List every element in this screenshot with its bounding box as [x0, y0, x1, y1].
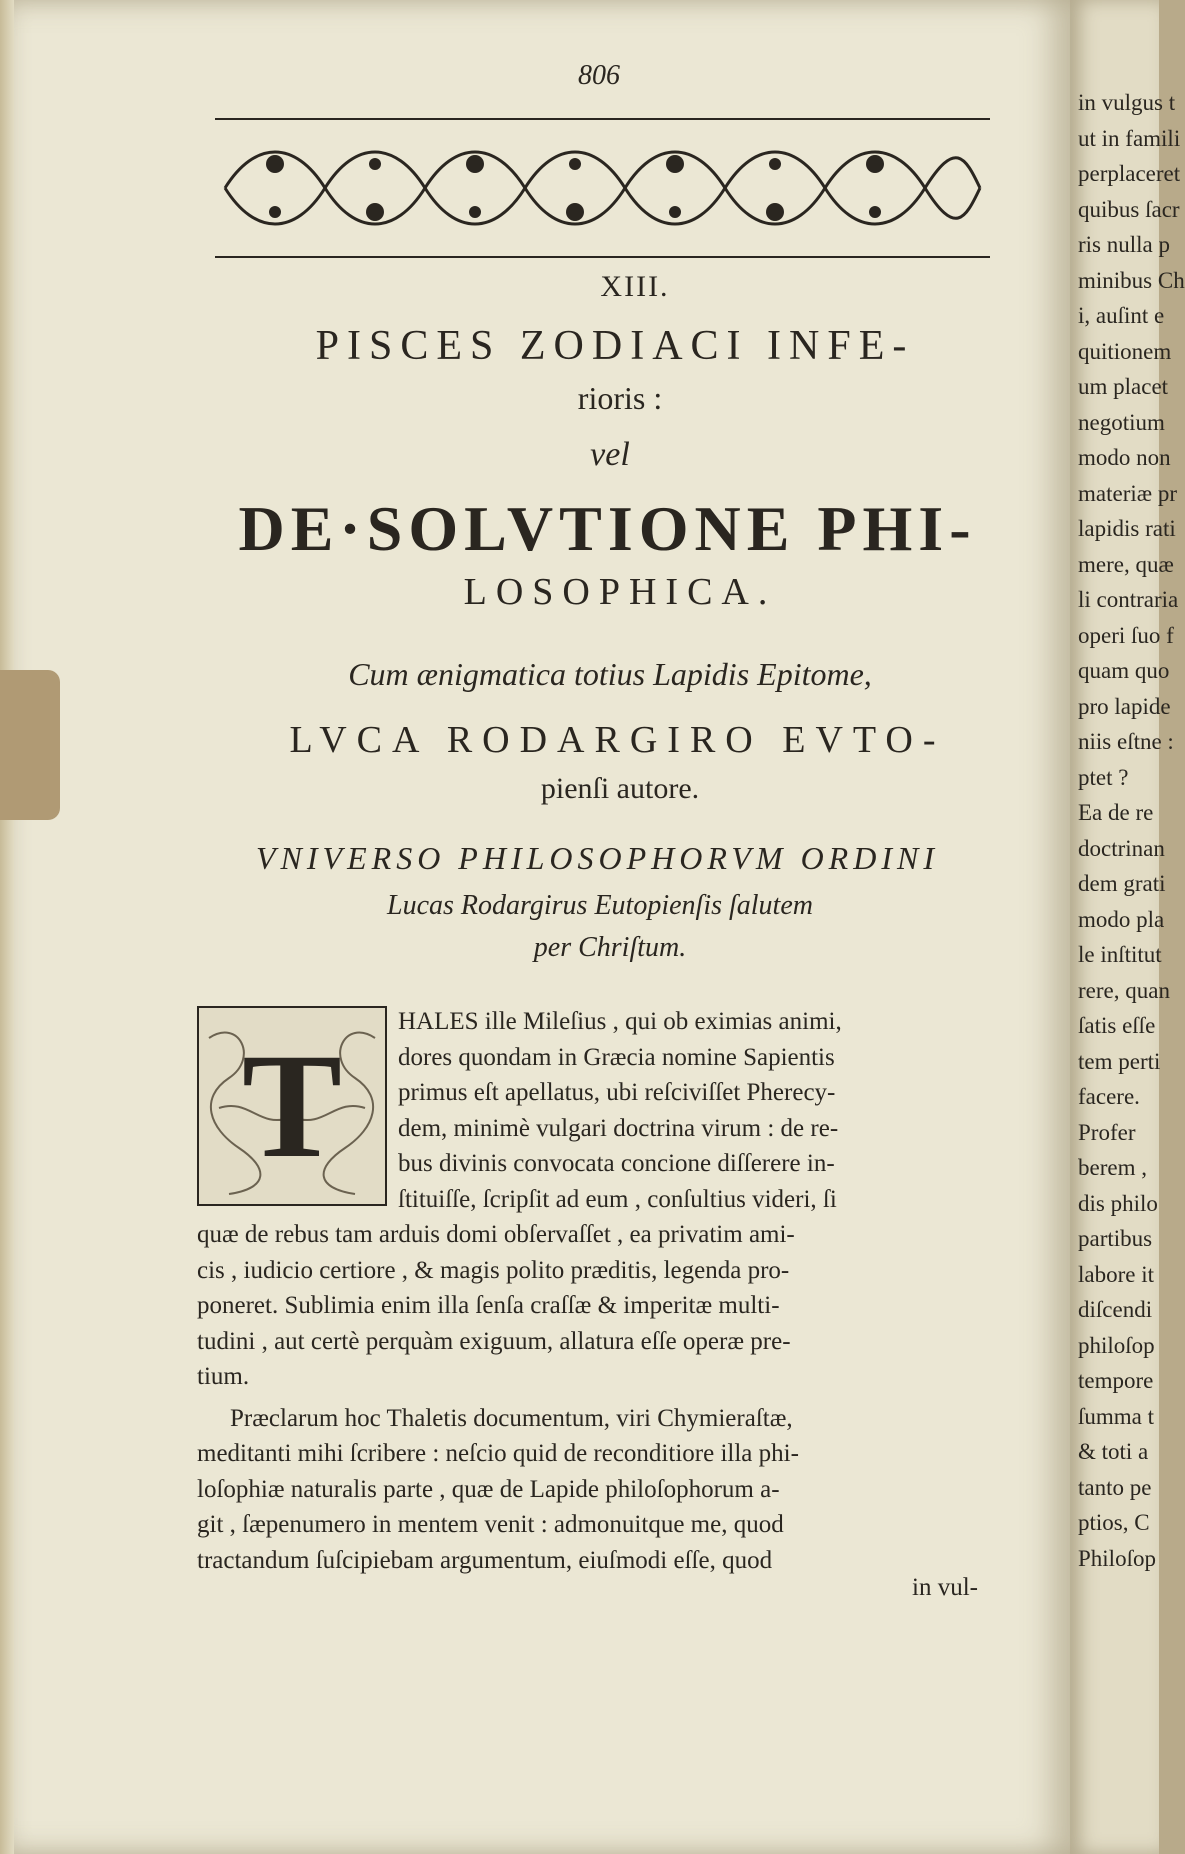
facing-page-line: operi ſuo f: [1078, 622, 1174, 648]
facing-page-line: um placet: [1078, 374, 1169, 399]
decorated-initial: [197, 1006, 387, 1206]
body-line: meditanti mihi ſcribere : neſcio quid de reconditiore illa phi-: [197, 1440, 799, 1467]
facing-page-line: mere, quæ: [1078, 551, 1174, 577]
facing-page-line: li contraria: [1078, 587, 1179, 612]
headpiece-ornament: [215, 118, 990, 258]
initial-letter: T: [241, 1023, 343, 1189]
facing-page-line: in vulgus t: [1078, 90, 1176, 115]
facing-page-line: pro lapide: [1078, 693, 1171, 719]
body-line: primus eſt apellatus, ubi reſciviſſet Pherecy-: [398, 1079, 836, 1106]
body-line: tractandum ſuſcipiebam argumentum, eiuſmodi eſſe, quod: [197, 1546, 773, 1574]
body-line: bus divinis convocata concione diſſerere in-: [398, 1150, 835, 1177]
facing-page-line: quam quo: [1078, 658, 1170, 683]
binding-edge: [0, 0, 14, 1854]
body-line: cis , iudicio certiore , & magis polito præditis, legenda pro-: [197, 1256, 790, 1284]
subtitle-line-1: DE·SOLVTIONE PHI-: [238, 493, 977, 564]
address-line-3: per Chriſtum.: [533, 932, 687, 963]
facing-page-line: philoſop: [1078, 1332, 1155, 1358]
conjunction-vel: vel: [590, 436, 630, 473]
body-line: loſophiæ naturalis parte , quæ de Lapide philoſophorum a-: [197, 1475, 780, 1503]
facing-page-line: negotium: [1078, 409, 1165, 435]
chapter-number: XIII.: [600, 270, 670, 303]
facing-page-line: perplaceret: [1078, 161, 1181, 186]
author-line-2: pienſi autore.: [540, 772, 700, 805]
subtitle-line-2: LOSOPHICA.: [463, 571, 777, 613]
facing-page-line: Ea de re: [1078, 800, 1154, 825]
facing-page-line: ſumma t: [1078, 1403, 1155, 1429]
ornament-vine-icon: [215, 120, 990, 256]
facing-page-line: tem perti: [1078, 1048, 1161, 1074]
author-line-1: LVCA RODARGIRO EVTO-: [289, 719, 946, 761]
facing-page-line: quitionem: [1078, 338, 1172, 364]
facing-page-line: dis philo: [1078, 1190, 1158, 1216]
address-line-2: Lucas Rodargirus Eutopienſis ſalutem: [387, 890, 813, 921]
facing-page-line: & toti a: [1078, 1439, 1149, 1464]
facing-page-line: materiæ pr: [1078, 480, 1177, 506]
facing-page-line: Philoſop: [1078, 1545, 1156, 1571]
facing-page-line: ſatis eſſe: [1078, 1013, 1156, 1038]
facing-page-line: tempore: [1078, 1368, 1154, 1393]
body-line: poneret. Sublimia enim illa ſenſa craſſæ & imperitæ multi-: [197, 1292, 780, 1319]
body-line: Præclarum hoc Thaletis documentum, viri Chymieraſtæ,: [230, 1404, 793, 1432]
facing-page-line: doctrinan: [1078, 835, 1165, 861]
facing-page-line: Profer: [1078, 1119, 1136, 1145]
facing-page-line: rere, quan: [1078, 977, 1170, 1003]
facing-page-line: tanto pe: [1078, 1474, 1152, 1500]
facing-page-line: minibus Ch: [1078, 267, 1185, 293]
facing-page-line: niis eſtne :: [1078, 729, 1174, 754]
body-line: git , ſæpenumero in mentem venit : admonuitque me, quod: [197, 1511, 784, 1538]
facing-page-line: facere.: [1078, 1084, 1140, 1109]
catchword: in vul-: [912, 1574, 978, 1601]
facing-page-line: ptios, C: [1078, 1510, 1150, 1535]
facing-page-line: modo pla: [1078, 906, 1165, 932]
body-line: tudini , aut certè perquàm exiguum, allatura eſſe operæ pre-: [197, 1327, 791, 1355]
page-number: 806: [578, 60, 620, 91]
body-line: dem, minimè vulgari doctrina virum : de re-: [398, 1114, 839, 1142]
epitome-line: Cum ænigmatica totius Lapidis Epitome,: [348, 656, 872, 692]
body-line: quæ de rebus tam arduis domi obſervaſſet , ea privatim ami-: [197, 1221, 795, 1248]
body-line: tium.: [197, 1363, 250, 1390]
facing-page-line: ut in famili: [1078, 125, 1181, 151]
facing-page-line: diſcendi: [1078, 1297, 1153, 1322]
facing-page-line: berem ,: [1078, 1155, 1147, 1180]
facing-page-line: labore it: [1078, 1261, 1154, 1287]
body-line: ſtituiſſe, ſcripſit ad eum , conſultius videri, ſi: [398, 1185, 837, 1213]
body-line: HALES ille Mileſius , qui ob eximias animi,: [398, 1008, 842, 1035]
body-line: dores quondam in Græcia nomine Sapientis: [398, 1043, 835, 1071]
facing-page-line: i, auſint e: [1078, 303, 1165, 328]
facing-page-line: modo non: [1078, 445, 1171, 470]
title-line-2: rioris :: [577, 380, 663, 416]
facing-page-line: quibus ſacr: [1078, 196, 1180, 222]
title-line-1: PISCES ZODIACI INFE-: [315, 323, 915, 369]
facing-page-line: ptet ?: [1078, 764, 1129, 790]
address-line-1: VNIVERSO PHILOSOPHORVM ORDINI: [256, 840, 939, 876]
facing-page-line: lapidis rati: [1078, 516, 1176, 541]
facing-page: [1070, 0, 1185, 1854]
facing-page-line: le inſtitut: [1078, 942, 1162, 967]
facing-page-line: partibus: [1078, 1226, 1153, 1251]
facing-page-line: dem grati: [1078, 871, 1166, 896]
page-tab: [0, 670, 60, 820]
facing-page-line: ris nulla p: [1078, 232, 1170, 257]
